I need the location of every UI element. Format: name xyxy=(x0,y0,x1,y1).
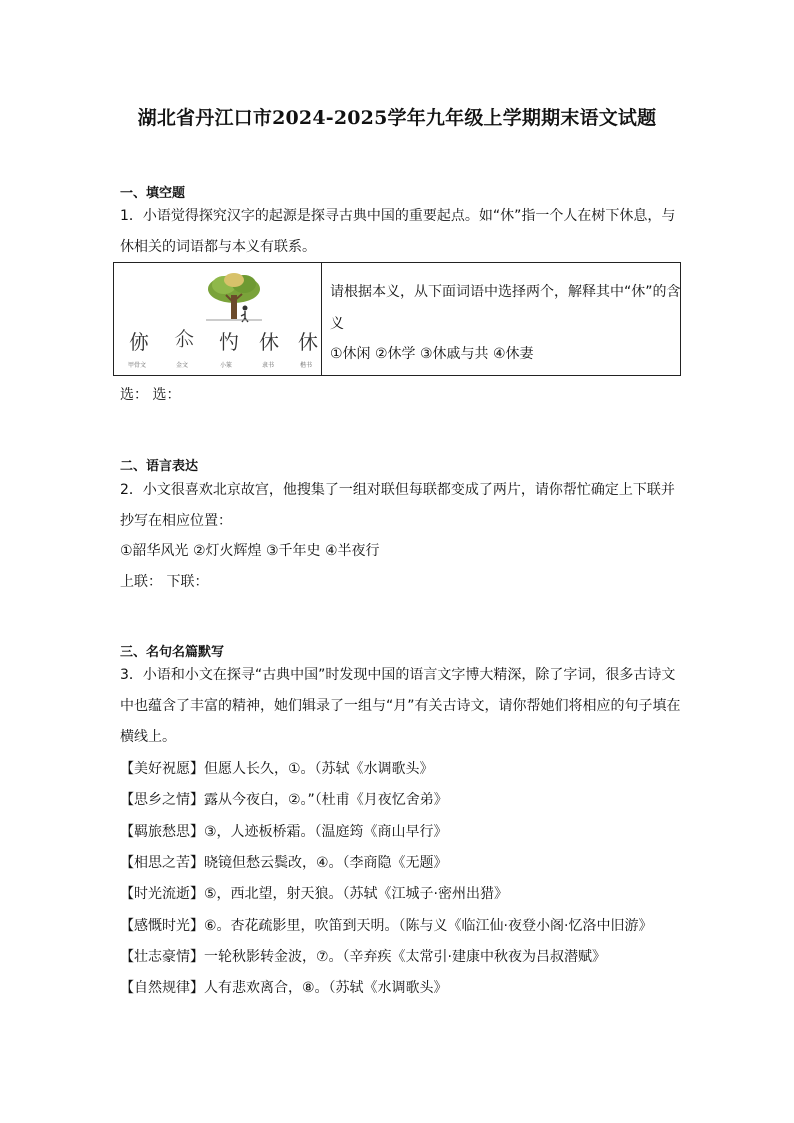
section-heading-recitation: 三、名句名篇默写 xyxy=(120,645,225,660)
question-3-text: 3．小语和小文在探寻“古典中国”时发现中国的语言文字博大精深，除了字词，很多古诗文 xyxy=(120,667,676,683)
list-item: 【时光流逝】⑤，西北望，射天狼。（苏轼《江城子·密州出猎》 xyxy=(120,886,508,902)
list-item: 【美好祝愿】但愿人长久，①。（苏轼《水调歌头》 xyxy=(120,761,434,777)
question-1-table xyxy=(113,262,681,376)
question-2-options: ①韶华风光 ②灯火辉煌 ③千年史 ④半夜行 xyxy=(120,543,380,559)
section-heading-fill-blank: 一、填空题 xyxy=(120,186,186,201)
list-item: 【思乡之情】露从今夜白，②。”（杜甫《月夜忆舍弟》 xyxy=(120,792,448,808)
question-1-text-cont: 休相关的词语都与本义有联系。 xyxy=(120,239,316,255)
section-heading-language: 二、语言表达 xyxy=(120,459,199,474)
question-3-text-cont: 中也蕴含了丰富的精神，她们辑录了一组与“月”有关古诗文，请你帮她们将相应的句子填在 xyxy=(120,698,681,714)
glyph-caption-seal: 小篆 xyxy=(220,362,233,369)
glyph-caption-regular: 楷书 xyxy=(300,362,313,369)
glyph-caption-oracle: 甲骨文 xyxy=(128,362,147,369)
question-1-text: 1．小语觉得探究汉字的起源是探寻古典中国的重要起点。如“休”指一个人在树下休息，与 xyxy=(120,208,676,224)
character-evolution-image xyxy=(114,263,321,375)
question-3-text-cont2: 横线上。 xyxy=(120,729,176,745)
table-prompt-line1: 请根据本义，从下面词语中选择两个，解释其中“休”的含 xyxy=(330,284,681,300)
glyph-caption-bronze: 金文 xyxy=(176,362,189,369)
question-2-text-cont: 抄写在相应位置： xyxy=(120,513,232,529)
question-2-answer-line: 上联： 下联： xyxy=(120,574,209,590)
list-item: 【羁旅愁思】③，人迹板桥霜。（温庭筠《商山早行》 xyxy=(120,824,448,840)
glyph-seal: 㣿 xyxy=(219,330,239,354)
list-item: 【相思之苦】晓镜但愁云鬓改，④。（李商隐《无题》 xyxy=(120,855,448,871)
glyph-bronze: 𠇍 xyxy=(174,327,194,351)
glyph-regular: 休 xyxy=(298,330,318,354)
glyph-clerical: 休 xyxy=(259,330,279,354)
table-divider xyxy=(321,263,322,375)
table-options: ①休闲 ②休学 ③休戚与共 ④休妻 xyxy=(330,346,534,362)
list-item: 【感慨时光】⑥。杏花疏影里，吹笛到天明。（陈与义《临江仙·夜登小阁·忆洛中旧游》 xyxy=(120,918,653,934)
list-item: 【自然规律】人有悲欢离合，⑧。（苏轼《水调歌头》 xyxy=(120,980,448,996)
table-prompt-line2: 义 xyxy=(330,316,344,332)
question-1-answer-line: 选： 选： xyxy=(120,387,181,403)
glyph-oracle: 㑊 xyxy=(129,330,149,354)
list-item: 【壮志豪情】一轮秋影转金波，⑦。（辛弃疾《太常引·建康中秋夜为吕叔潜赋》 xyxy=(120,949,606,965)
page-title: 湖北省丹江口市2024-2025学年九年级上学期期末语文试题 xyxy=(137,107,657,129)
tree-person-illustration xyxy=(204,271,264,323)
question-2-text: 2．小文很喜欢北京故宫，他搜集了一组对联但每联都变成了两片，请你帮忙确定上下联并 xyxy=(120,482,675,498)
glyph-caption-clerical: 隶书 xyxy=(262,362,275,369)
